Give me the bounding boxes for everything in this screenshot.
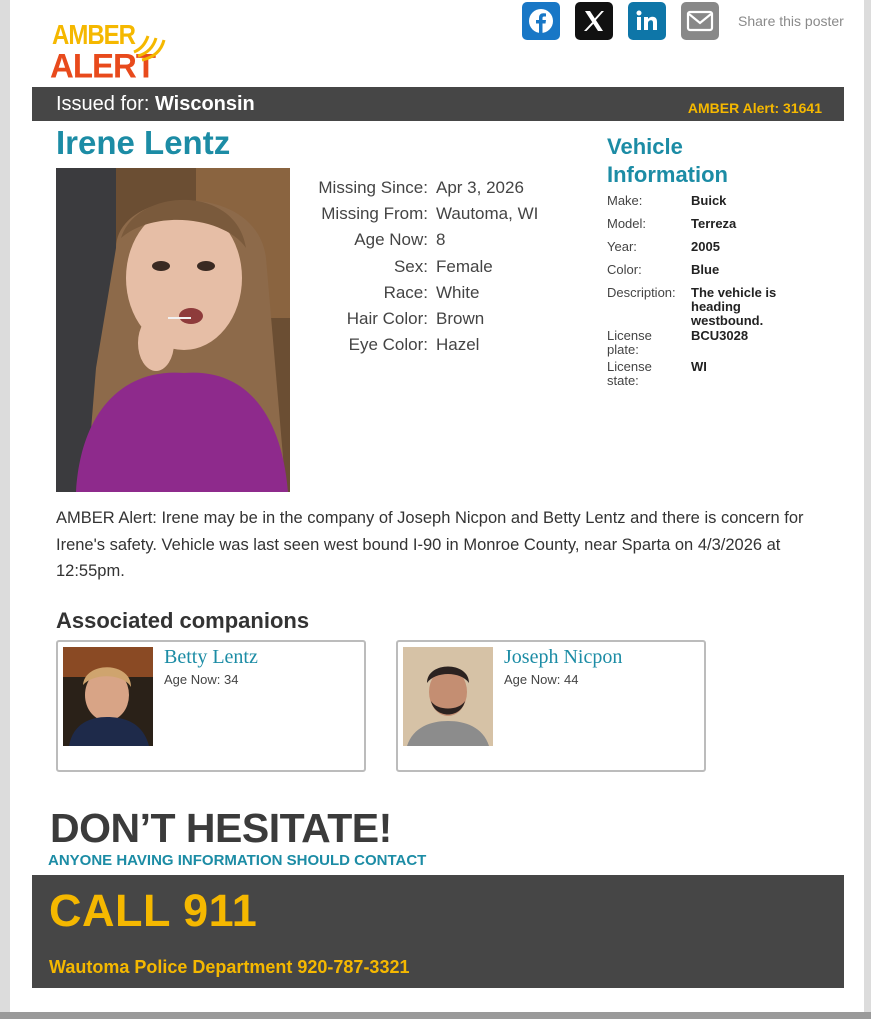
companion-card[interactable] [396, 640, 706, 772]
vehicle-value: 2005 [691, 239, 720, 254]
detail-label: Hair Color: [346, 308, 428, 328]
vehicle-label: License state: [607, 359, 652, 388]
detail-row [292, 283, 612, 309]
vehicle-label: Description: [607, 285, 676, 300]
cta-headline: DON’T HESITATE! [50, 805, 392, 851]
vehicle-row [607, 240, 847, 254]
detail-row [292, 309, 612, 335]
mail-icon[interactable] [681, 2, 719, 40]
detail-value: Wautoma, WI [436, 204, 539, 224]
linkedin-icon[interactable] [628, 2, 666, 40]
companions-title: Associated companions [56, 608, 310, 633]
cta-subline: ANYONE HAVING INFORMATION SHOULD CONTACT [48, 852, 427, 869]
detail-value: Brown [436, 308, 485, 328]
vehicle-row [607, 286, 847, 328]
companion-age: Age Now: 44 [504, 672, 579, 687]
companion-photo [403, 647, 493, 746]
detail-label: Sex: [393, 256, 428, 276]
logo-signal-icon [128, 26, 168, 66]
child-name: Irene Lentz [56, 124, 231, 161]
companion-name[interactable]: Joseph Nicpon [504, 646, 623, 668]
police-department-contact[interactable]: Wautoma Police Department 920-787-3321 [49, 957, 410, 977]
amber-alert-logo [50, 20, 170, 84]
companion-photo [63, 647, 153, 746]
facebook-icon[interactable] [522, 2, 560, 40]
vehicle-value: Terreza [691, 216, 737, 231]
x-icon[interactable] [575, 2, 613, 40]
vehicle-value: Blue [691, 262, 720, 277]
alert-narrative: AMBER Alert: Irene may be in the company of Joseph Nicpon and Betty Lentz and there is concern for Irene's safety. Vehicle was last seen west bound I-90 in Monroe County, near Sparta on 4/3/2026 at 12:55pm. [56, 509, 804, 580]
vehicle-label: License plate: [607, 328, 652, 357]
detail-label: Missing From: [321, 204, 428, 224]
logo-alert-text: ALERT [50, 46, 155, 85]
companion-name[interactable]: Betty Lentz [164, 646, 258, 668]
vehicle-label: Color: [607, 262, 642, 277]
call-911[interactable]: CALL 911 [49, 885, 258, 936]
issued-for [56, 93, 255, 116]
companion-age: Age Now: 34 [164, 672, 239, 687]
logo-amber-text: AMBER [52, 20, 135, 52]
vehicle-row [607, 263, 847, 277]
companion-card[interactable] [56, 640, 366, 772]
vehicle-row [607, 329, 847, 357]
issued-state: Wisconsin [154, 93, 255, 115]
issued-bar [32, 87, 844, 121]
detail-value: Female [436, 256, 493, 276]
vehicle-label: Make: [607, 193, 643, 208]
detail-row [292, 230, 612, 256]
vehicle-row [607, 360, 847, 388]
vehicle-label: Model: [607, 216, 647, 231]
detail-value: Apr 3, 2026 [436, 178, 524, 197]
vehicle-value: The vehicle is heading westbound. [691, 285, 777, 328]
vehicle-label: Year: [607, 239, 637, 254]
child-details [292, 178, 612, 361]
detail-label: Age Now: [354, 230, 428, 250]
vehicle-value: Buick [691, 193, 727, 208]
detail-value: Hazel [436, 335, 480, 355]
vehicle-row [607, 217, 847, 231]
poster [10, 0, 864, 1012]
call-bar [32, 875, 844, 988]
vehicle-row [607, 194, 847, 208]
detail-row [292, 257, 612, 283]
detail-label: Race: [383, 282, 428, 302]
detail-label: Eye Color: [348, 335, 428, 355]
detail-value: White [436, 282, 480, 302]
alert-id: AMBER Alert: 31641 [687, 100, 822, 116]
share-bar [522, 2, 844, 40]
detail-row [292, 204, 612, 230]
detail-label: Missing Since: [318, 178, 428, 197]
vehicle-value: WI [691, 359, 707, 374]
vehicle-value: BCU3028 [691, 328, 749, 343]
child-photo [56, 168, 290, 492]
detail-row [292, 178, 612, 204]
detail-row [292, 335, 612, 361]
bottom-strip [0, 1012, 871, 1019]
share-poster-link[interactable]: Share this poster [738, 13, 844, 29]
vehicle-title: Vehicle Information [607, 134, 728, 187]
issued-prefix: Issued for: [56, 93, 155, 115]
vehicle-info [607, 133, 847, 388]
detail-value: 8 [436, 230, 446, 250]
